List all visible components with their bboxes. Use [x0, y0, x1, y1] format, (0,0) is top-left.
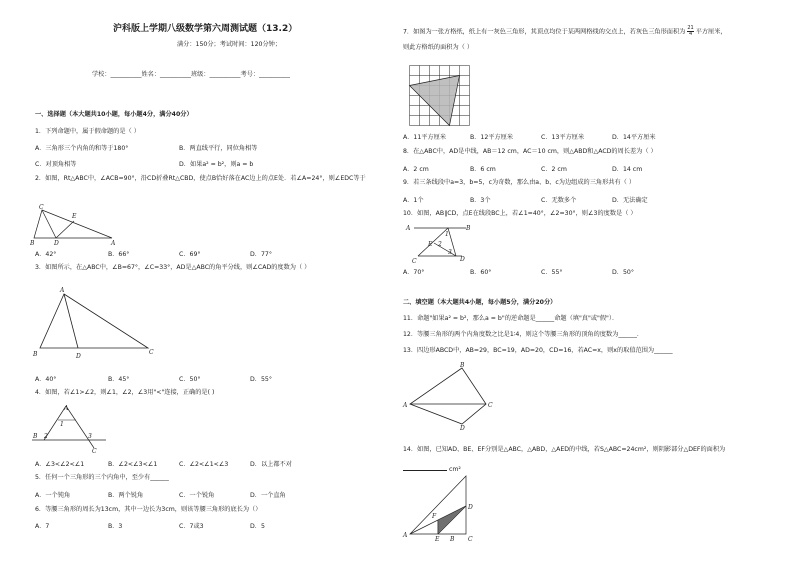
- q5-stem: 5．任何一个三角形的三个内角中，至少有______: [35, 474, 169, 481]
- q9-stem: 9．若三条线段中a=3，b=5，c为奇数，那么由a、b、c为边组成的三角形共有（ ）: [403, 179, 636, 186]
- q6-option-d: D．5: [250, 523, 265, 530]
- fig2-triangle-fold: [28, 202, 118, 246]
- fig14-label-e: E: [435, 536, 440, 542]
- fig4-angle-triangle: [30, 402, 110, 454]
- q2-stem: 2．如图，Rt△ABC中，∠ACB=90°，沿CD折叠Rt△CBD，使点B恰好落在AC边上的点E处．若∠A=24°，则∠EDC等于: [35, 175, 366, 182]
- q3-option-d: D．55°: [250, 376, 272, 383]
- fig4-label-1: 1: [60, 421, 64, 428]
- fig14-label-a: A: [403, 532, 408, 539]
- q9-option-b: B．3个: [470, 197, 491, 204]
- q3-option-c: C．50°: [179, 376, 201, 383]
- fig10-label-d: D: [460, 256, 465, 263]
- q5-option-c: C．一个锐角: [179, 492, 215, 499]
- fig3-label-c: C: [149, 349, 154, 356]
- q2-option-a: A．42°: [35, 251, 57, 258]
- fig2-label-d: D: [54, 240, 59, 246]
- q8-option-c: C．2 cm: [541, 166, 567, 173]
- fig4-label-b: B: [33, 433, 38, 440]
- q1-option-c: C．对顶角相等: [35, 161, 77, 168]
- q14-answer-blank[interactable]: [403, 464, 447, 471]
- page-title: 沪科版上学期八级数学第六周测试题（13.2）: [113, 24, 298, 34]
- fig10-label-c: C: [412, 258, 417, 265]
- fig14-label-b: B: [450, 536, 455, 542]
- q7-stem-text: 7．如图为一张方格纸，纸上有一灰色三角形，其顶点均位于某两网格线的交点上，若灰色三角形面积为: [403, 28, 686, 36]
- fig10-label-2: 2: [438, 241, 442, 248]
- fig10-label-a: A: [406, 225, 411, 232]
- fig3-triangle-bisector: [30, 284, 160, 360]
- q7-option-d: D．14平方厘米: [612, 134, 656, 141]
- q8-option-b: B．6 cm: [470, 166, 496, 173]
- q5-option-b: B．两个锐角: [108, 492, 144, 499]
- q6-option-c: C．7或3: [179, 523, 204, 530]
- q10-option-d: D．50°: [612, 269, 634, 276]
- q7-fraction-num: 21: [687, 25, 694, 31]
- q10-option-a: A．70°: [403, 269, 425, 276]
- fig3-label-a: A: [60, 287, 65, 294]
- q12-stem: 12．等腰三角形的两个内角度数之比是1∶4，则这个等腰三角形的顶角的度数为______．: [403, 331, 644, 338]
- q8-option-a: A．2 cm: [403, 166, 429, 173]
- q9-option-c: C．无数多个: [541, 197, 577, 204]
- fig4-label-c: C: [92, 448, 97, 454]
- fig3-label-b: B: [33, 351, 38, 358]
- q2-option-c: C．69°: [179, 251, 201, 258]
- q1-option-a: A．三角形三个内角的和等于180°: [35, 145, 129, 152]
- q4-option-a: A．∠3<∠2<∠1: [35, 461, 85, 468]
- q8-stem: 8．在△ABC中，AD是中线，AB＝12 cm，AC＝10 cm，则△ABD和△ACD的周长差为（ ）: [403, 148, 657, 155]
- fig4-label-a: A: [64, 405, 69, 412]
- fig13-label-b: B: [460, 362, 465, 369]
- fig2-label-c: C: [39, 204, 44, 211]
- q7-stem-line2: 则此方格纸的面积为（ ）: [403, 44, 474, 51]
- q6-option-b: B．3: [108, 523, 123, 530]
- fig13-label-c: C: [488, 402, 493, 409]
- q5-option-d: D．一个直角: [250, 492, 286, 499]
- q2-option-d: D．77°: [250, 251, 272, 258]
- fig13-quadrilateral: [402, 362, 496, 430]
- fig10-label-3: 3: [448, 249, 452, 256]
- q7-stem: [403, 26, 727, 37]
- q1-option-b: B．两直线平行，同位角相等: [179, 145, 258, 152]
- fig14-label-f: F: [432, 513, 437, 520]
- exam-meta: 满分：150分；考试时间：120分钟；: [177, 41, 282, 48]
- fig3-label-d: D: [76, 353, 81, 360]
- q10-option-b: B．60°: [470, 269, 492, 276]
- q7-stem-tail: 平方厘米，: [695, 28, 727, 36]
- section2-heading: 二、填空题（本大题共4小题，每小题5分，满分20分）: [403, 299, 557, 306]
- q11-stem: 11．命题"如果a² = b²，那么a = b"的逆命题是______命题（填"真"或"假"）．: [403, 315, 619, 322]
- fig14-triangle-medians: [402, 472, 480, 542]
- fig13-label-d: D: [460, 425, 465, 430]
- q4-option-c: C．∠2<∠1<∠3: [179, 461, 229, 468]
- q10-stem: 10．如图，AB∥CD，点E在线段BC上，若∠1=40°，∠2=30°，则∠3的度数是（ ）: [403, 210, 637, 217]
- fig10-label-e: E: [428, 241, 433, 248]
- q2-option-b: B．66°: [108, 251, 130, 258]
- fig13-label-a: A: [403, 402, 408, 409]
- q4-option-d: D．以上都不对: [250, 461, 292, 468]
- q4-stem: 4．如图，若∠1>∠2，则∠1，∠2，∠3用"<"连接，正确的是( ): [35, 389, 215, 396]
- fig4-label-2: 2: [44, 433, 48, 440]
- q6-option-a: A．7: [35, 523, 50, 530]
- q4-option-b: B．∠2<∠3<∠1: [108, 461, 158, 468]
- q3-stem: 3．如图所示，在△ABC中，∠B=67°，∠C=33°，AD是△ABC的角平分线，则∠CAD的度数为（ ）: [35, 264, 311, 271]
- q1-option-d: D．如果a² = b²，则a = b: [179, 161, 254, 168]
- fig10-parallel-lines: [404, 219, 474, 265]
- fig7-grid-triangle: [409, 65, 474, 130]
- fig10-label-1: 1: [445, 231, 449, 238]
- q7-option-c: C．13平方厘米: [541, 134, 585, 141]
- q7-fraction-den: 4: [688, 31, 693, 37]
- q9-option-a: A．1个: [403, 197, 424, 204]
- q6-stem: 6．等腰三角形的周长为13cm，其中一边长为3cm，则该等腰三角形的底长为（）: [35, 506, 262, 513]
- student-info-line: 学校：__________姓名：__________班级：__________考号：__________: [92, 71, 290, 78]
- fig2-label-e: E: [72, 213, 77, 220]
- fig2-label-a: A: [111, 240, 116, 246]
- q9-option-d: D．无法确定: [612, 197, 648, 204]
- fig10-label-b: B: [466, 225, 471, 232]
- q5-option-a: A．一个钝角: [35, 492, 71, 499]
- section1-heading: 一、选择题（本大题共10小题，每小题4分，满分40分）: [35, 111, 193, 118]
- q14-unit: cm²: [448, 466, 461, 473]
- q10-option-c: C．55°: [541, 269, 563, 276]
- q7-option-b: B．12平方厘米: [470, 134, 514, 141]
- fig14-label-c: C: [468, 536, 473, 542]
- q3-option-b: B．45°: [108, 376, 130, 383]
- q3-option-a: A．40°: [35, 376, 57, 383]
- q1-stem: 1．下列命题中，属于假命题的是（ ）: [35, 128, 140, 135]
- q14-stem: 14．如图，已知AD、BE、EF分别是△ABC，△ABD，△AED的中线，若S△ABC=24cm²，则阴影部分△DEF的面积为: [403, 446, 726, 453]
- fig2-label-b: B: [30, 240, 35, 246]
- q7-fraction: [687, 26, 693, 37]
- q13-stem: 13．四边形ABCD中，AB=29，BC=19，AD=20，CD=16，若AC=x，则x的取值范围为______: [403, 347, 673, 354]
- q7-option-a: A．11平方厘米: [403, 134, 447, 141]
- fig14-label-d: D: [468, 504, 473, 511]
- fig4-label-3: 3: [88, 433, 92, 440]
- q8-option-d: D．14 cm: [612, 166, 643, 173]
